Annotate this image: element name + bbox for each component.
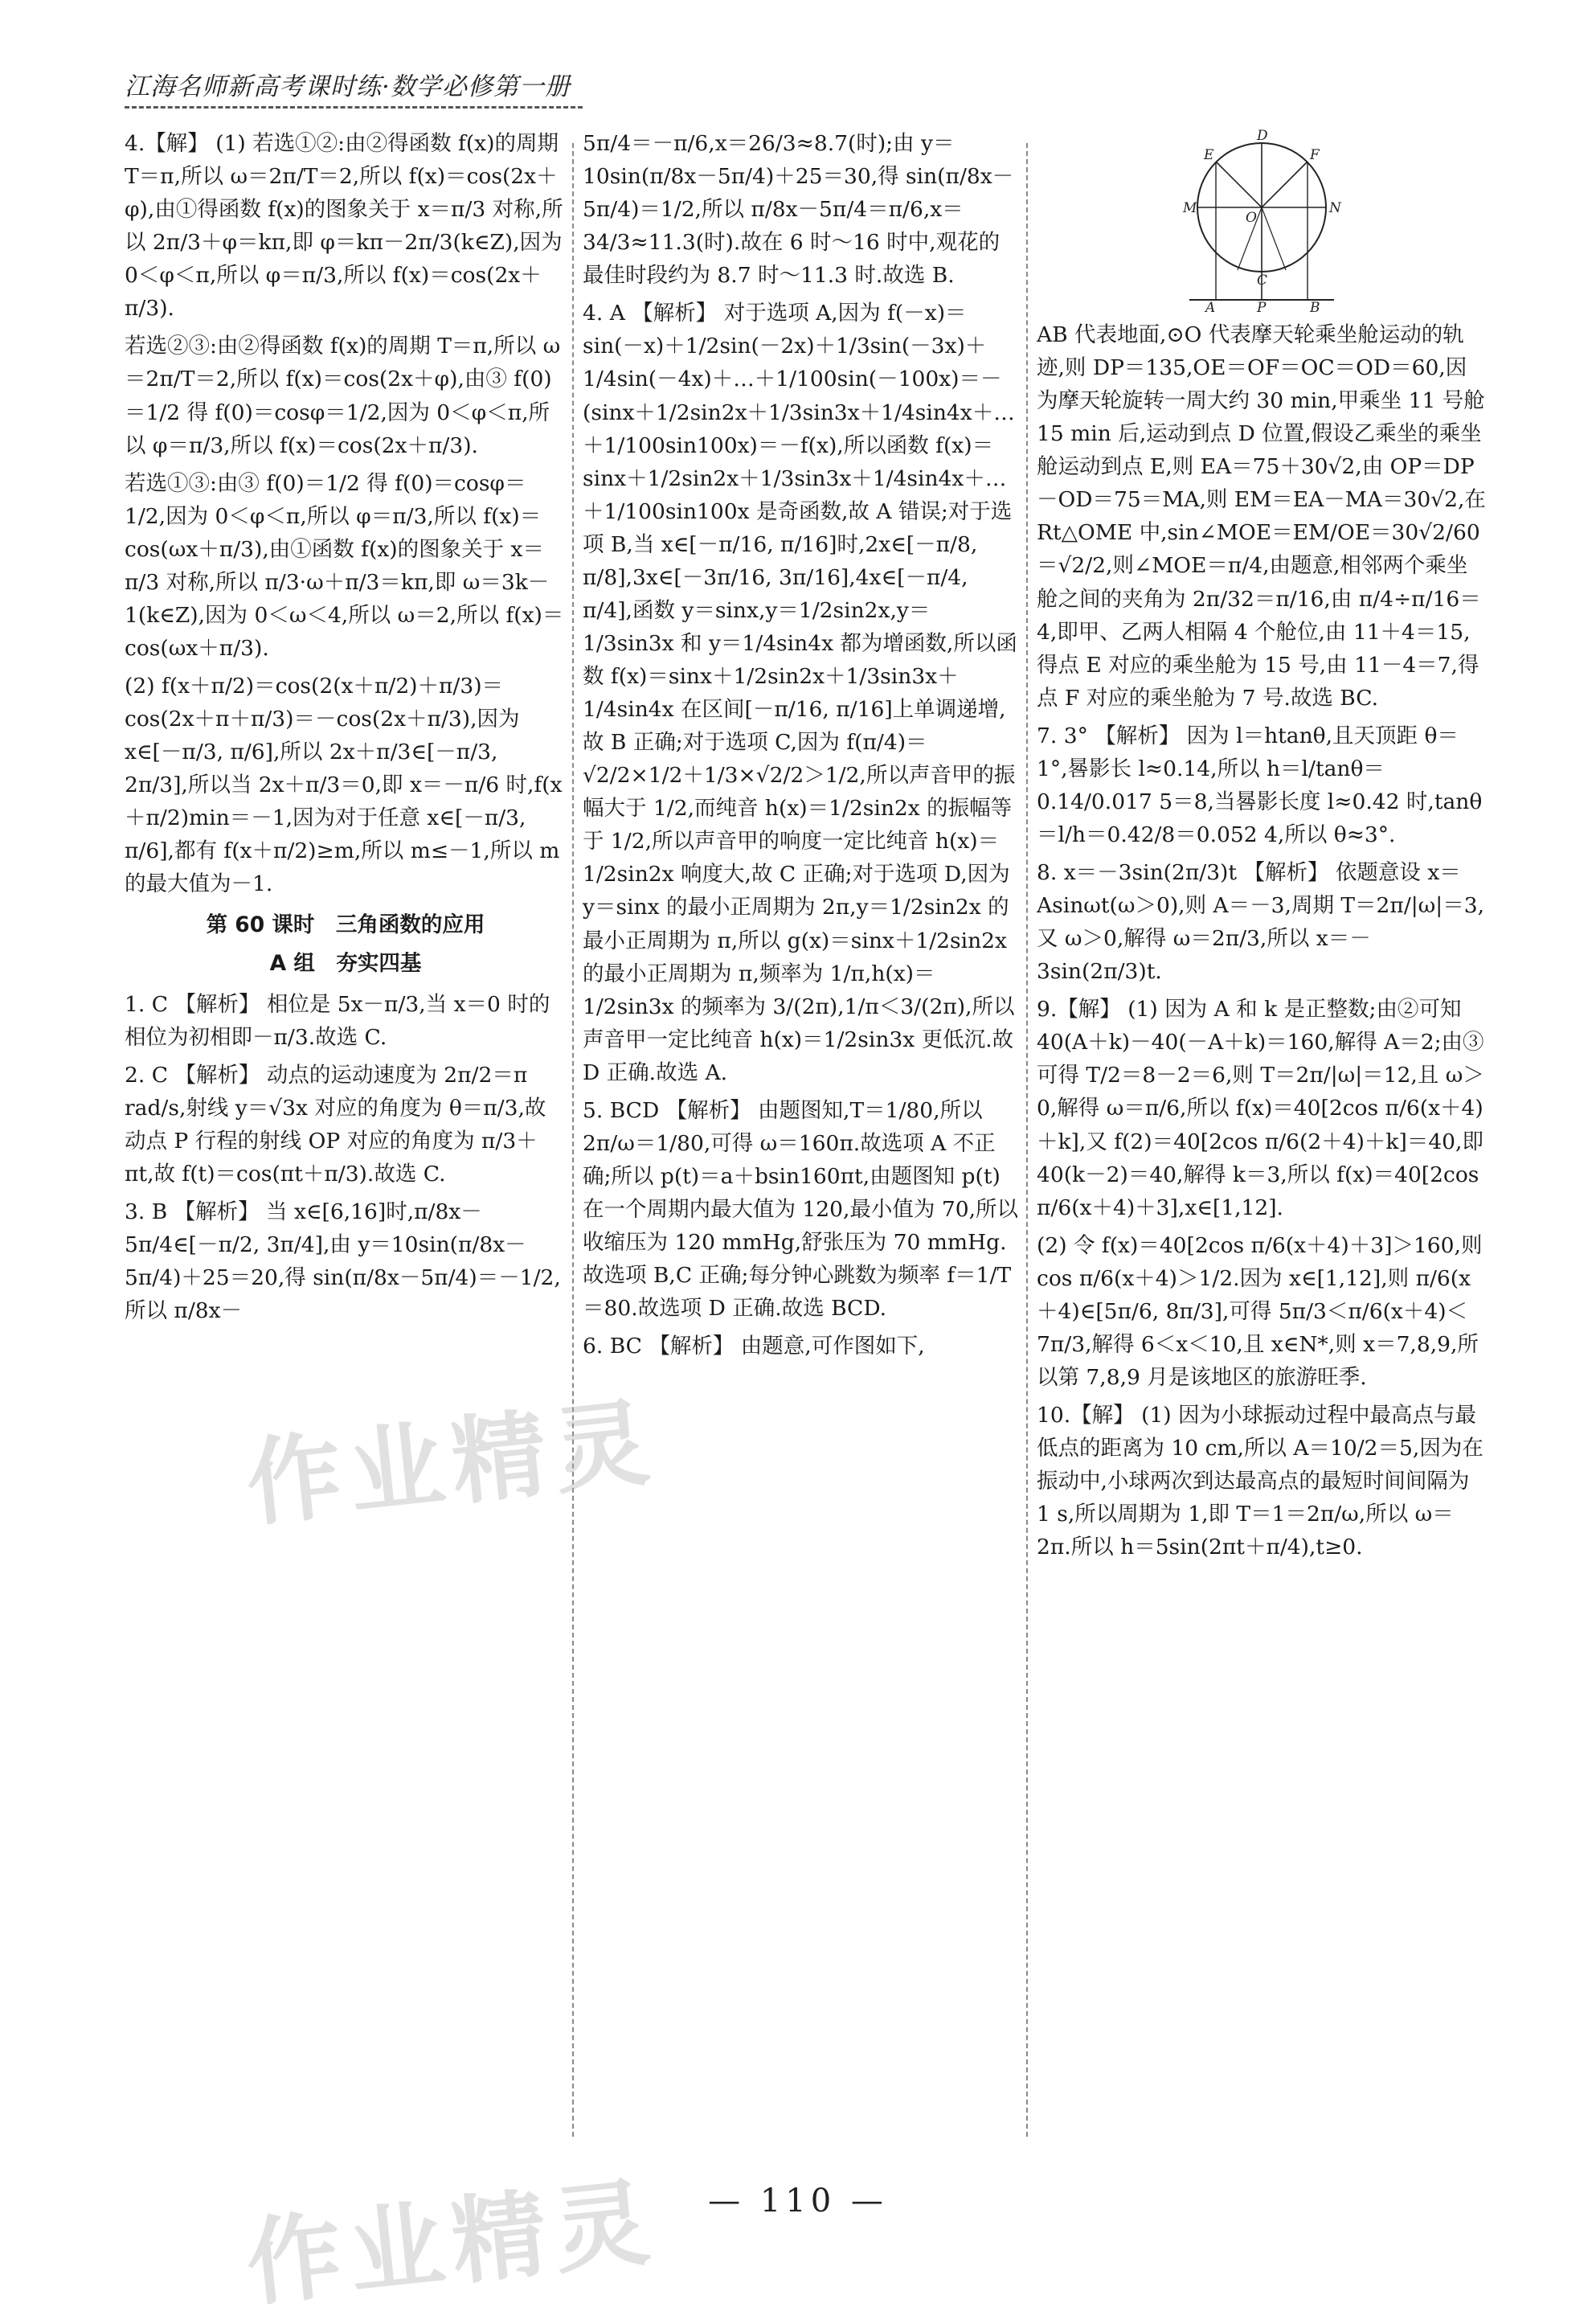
diagram-label: P — [1257, 300, 1267, 312]
diagram-label: O — [1246, 210, 1257, 226]
answer-paragraph: 6. BC 【解析】 由题意,可作图如下, — [583, 1334, 925, 1359]
answer-paragraph: 1. C 【解析】 相位是 5x－π/3,当 x＝0 时的相位为初相即－π/3.故选 C. — [125, 991, 550, 1050]
answer-paragraph: 5π/4＝－π/6,x＝26/3≈8.7(时);由 y＝10sin(π/8x－5π/4)＋25＝30,得 sin(π/8x－5π/4)＝1/2,所以 π/8x－5π/4＝π/6,x＝34/3≈11.3(时).故在 6 时～16 时中,观花的最佳时段约为 8.7 时～11.3 时.故选 B. — [583, 131, 1014, 289]
answer-paragraph: AB 代表地面,⊙O 代表摩天轮乘坐舱运动的轨迹,则 DP＝135,OE＝OF＝OC＝OD＝60,因为摩天轮旋转一周大约 30 min,甲乘坐 11 号舱 15 min 后,运动到点 D 位置,假设乙乘坐的乘坐舱运动到点 E,则 EA＝75＋30√2,由 OP＝DP－OD＝75＝MA,则 EM＝EA－MA＝30√2,在 Rt△OME 中,sin∠MOE＝EM/OE＝30√2/60＝√2/2,则∠MOE＝π/4,由题意,相邻两个乘坐舱之间的夹角为 2π/32＝π/16,由 π/4÷π/16＝4,即甲、乙两人相隔 4 个舱位,由 11＋4＝15,得点 E 对应的乘坐舱为 15 号,由 11－4＝7,得点 F 对应的乘坐舱为 7 号.故选 BC. — [1037, 322, 1486, 711]
answer-paragraph: 若选①③:由③ f(0)＝1/2 得 f(0)＝cosφ＝1/2,因为 0＜φ＜π,所以 φ＝π/3,所以 f(x)＝cos(ωx＋π/3),由①函数 f(x)的图象关于 x＝π/3 对称,所以 π/3·ω＋π/3＝kπ,即 ω＝3k－1(k∈Z),因为 0＜ω＜4,所以 ω＝2,所以 f(x)＝cos(ωx＋π/3). — [125, 470, 564, 661]
answer-paragraph: 8. x＝－3sin(2π/3)t 【解析】 依题意设 x＝Asinωt(ω＞0),则 A＝－3,周期 T＝2π/|ω|＝3,又 ω＞0,解得 ω＝2π/3,所以 x＝－3sin(2π/3)t. — [1037, 860, 1485, 985]
column-middle — [583, 127, 1021, 2145]
header-divider — [125, 106, 583, 109]
ferris-wheel-diagram — [1141, 127, 1382, 312]
answer-paragraph: (2) f(x＋π/2)＝cos(2(x＋π/2)＋π/3)＝cos(2x＋π＋π/3)＝－cos(2x＋π/3),因为 x∈[－π/3, π/6],所以 2x＋π/3∈[－π/3, 2π/3],所以当 2x＋π/3＝0,即 x＝－π/6 时,f(x＋π/2)min＝－1,因为对于任意 x∈[－π/3, π/6],都有 f(x＋π/2)≥m,所以 m≤－1,所以 m 的最大值为－1. — [125, 674, 563, 897]
answer-paragraph: 10.【解】 (1) 因为小球振动过程中最高点与最低点的距离为 10 cm,所以 A＝10/2＝5,因为在振动中,小球两次到达最高点的最短时间间隔为 1 s,所以周期为 1,即 T＝1＝2π/ω,所以 ω＝2π.所以 h＝5sin(2πt＋π/4),t≥0. — [1037, 1403, 1483, 1560]
answer-paragraph: (2) 令 f(x)＝40[2cos π/6(x＋4)＋3]＞160,则 cos π/6(x＋4)＞1/2.因为 x∈[1,12],则 π/6(x＋4)∈[5π/6, 8π/3],可得 5π/3＜π/6(x＋4)＜7π/3,解得 6＜x＜10,且 x∈N*,则 x＝7,8,9,所以第 7,8,9 月是该地区的旅游旺季. — [1037, 1232, 1483, 1390]
answer-paragraph: 7. 3° 【解析】 因为 l＝htanθ,且天顶距 θ＝1°,晷影长 l≈0.14,所以 h＝l/tanθ＝0.14/0.017 5＝8,当晷影长度 l≈0.42 时,tanθ＝l/h＝0.42/8＝0.052 4,所以 θ≈3°. — [1037, 723, 1483, 847]
lesson-heading: 第 60 课时 三角函数的应用 — [206, 912, 485, 938]
column-left — [125, 127, 567, 2145]
diagram-label: N — [1329, 200, 1341, 216]
answer-paragraph: 9.【解】 (1) 因为 A 和 k 是正整数;由②可知 40(A＋k)－40(－A＋k)＝160,解得 A＝2;由③可得 T/2＝8－2＝6,则 T＝2π/|ω|＝12,且 ω＞0,解得 ω＝π/6,所以 f(x)＝40[2cos π/6(x＋4)＋k],又 f(2)＝40[2cos π/6(2＋4)＋k]＝40,即 40(k－2)＝40,解得 k＝3,所以 f(x)＝40[2cos π/6(x＋4)＋3],x∈[1,12]. — [1037, 997, 1484, 1220]
diagram-label: F — [1310, 147, 1320, 163]
diagram-label: A — [1205, 300, 1216, 312]
answer-paragraph: 4. A 【解析】 对于选项 A,因为 f(－x)＝sin(－x)＋1/2sin(－2x)＋1/3sin(－3x)＋1/4sin(－4x)＋…＋1/100sin(－100x)＝－(sinx＋1/2sin2x＋1/3sin3x＋1/4sin4x＋…＋1/100sin100x)＝－f(x),所以函数 f(x)＝sinx＋1/2sin2x＋1/3sin3x＋1/4sin4x＋…＋1/100sin100x 是奇函数,故 A 错误;对于选项 B,当 x∈[－π/16, π/16]时,2x∈[－π/8, π/8],3x∈[－3π/16, 3π/16],4x∈[－π/4, π/4],函数 y＝sinx,y＝1/2sin2x,y＝1/3sin3x 和 y＝1/4sin4x 都为增函数,所以函数 f(x)＝sinx＋1/2sin2x＋1/3sin3x＋1/4sin4x 在区间[－π/16, π/16]上单调递增,故 B 正确;对于选项 C,因为 f(π/4)＝√2/2×1/2＋1/3×√2/2＞1/2,所以声音甲的振幅大于 1/2,而纯音 h(x)＝1/2sin2x 的振幅等于 1/2,所以声音甲的响度一定比纯音 h(x)＝1/2sin2x 响度大,故 C 正确;对于选项 D,因为 y＝sinx 的最小正周期为 2π,y＝1/2sin2x 的最小正周期为 π,所以 g(x)＝sinx＋1/2sin2x 的最小正周期为 π,频率为 1/π,h(x)＝1/2sin3x 的频率为 3/(2π),1/π＜3/(2π),所以声音甲一定比纯音 h(x)＝1/2sin3x 更低沉.故 D 正确.故选 A. — [583, 301, 1017, 1085]
answer-paragraph: 5. BCD 【解析】 由题图知,T＝1/80,所以 2π/ω＝1/80,可得 ω＝160π.故选项 A 不正确;所以 p(t)＝a＋bsin160πt,由题图知 p(t)在一个周期内最大值为 120,最小值为 70,所以收缩压为 120 mmHg,舒张压为 70 mmHg.故选项 B,C 正确;每分钟心跳数为频率 f＝1/T＝80.故选项 D 正确.故选 BCD. — [583, 1097, 1018, 1322]
page-number: — 110 — — [708, 2183, 888, 2219]
diagram-label: C — [1257, 273, 1268, 289]
column-divider-left — [572, 143, 574, 2137]
diagram-label: B — [1310, 300, 1320, 312]
answer-paragraph: 若选②③:由②得函数 f(x)的周期 T＝π,所以 ω＝2π/T＝2,所以 f(x)＝cos(2x＋φ),由③ f(0)＝1/2 得 f(0)＝cosφ＝1/2,因为 0＜φ＜π,所以 φ＝π/3,所以 f(x)＝cos(2x＋π/3). — [125, 334, 561, 458]
diagram-label: E — [1204, 147, 1214, 163]
column-right — [1037, 127, 1487, 2145]
diagram-label: D — [1257, 128, 1268, 144]
answer-paragraph: 3. B 【解析】 当 x∈[6,16]时,π/8x－5π/4∈[－π/2, 3π/4],由 y＝10sin(π/8x－5π/4)＋25＝20,得 sin(π/8x－5π/4)＝－1/2,所以 π/8x－ — [125, 1199, 561, 1324]
watermark: 作业精灵 — [241, 1386, 662, 1540]
column-divider-right — [1026, 143, 1028, 2137]
answer-paragraph: 4.【解】 (1) 若选①②:由②得函数 f(x)的周期 T＝π,所以 ω＝2π/T＝2,所以 f(x)＝cos(2x＋φ),由①得函数 f(x)的图象关于 x＝π/3 对称,所以 2π/3＋φ＝kπ,即 φ＝kπ－2π/3(k∈Z),因为 0＜φ＜π,所以 φ＝π/3,所以 f(x)＝cos(2x＋π/3). — [125, 131, 563, 322]
answer-paragraph: 2. C 【解析】 动点的运动速度为 2π/2＝π rad/s,射线 y＝√3x 对应的角度为 θ＝π/3,故动点 P 行程的射线 OP 对应的角度为 π/3＋πt,故 f(t)＝cos(πt＋π/3).故选 C. — [125, 1062, 546, 1187]
running-header: 江海名师新高考课时练·数学必修第一册 — [125, 72, 571, 101]
watermark: 作业精灵 — [241, 2166, 662, 2320]
group-heading: A 组 夯实四基 — [269, 950, 422, 976]
diagram-label: M — [1183, 200, 1197, 216]
